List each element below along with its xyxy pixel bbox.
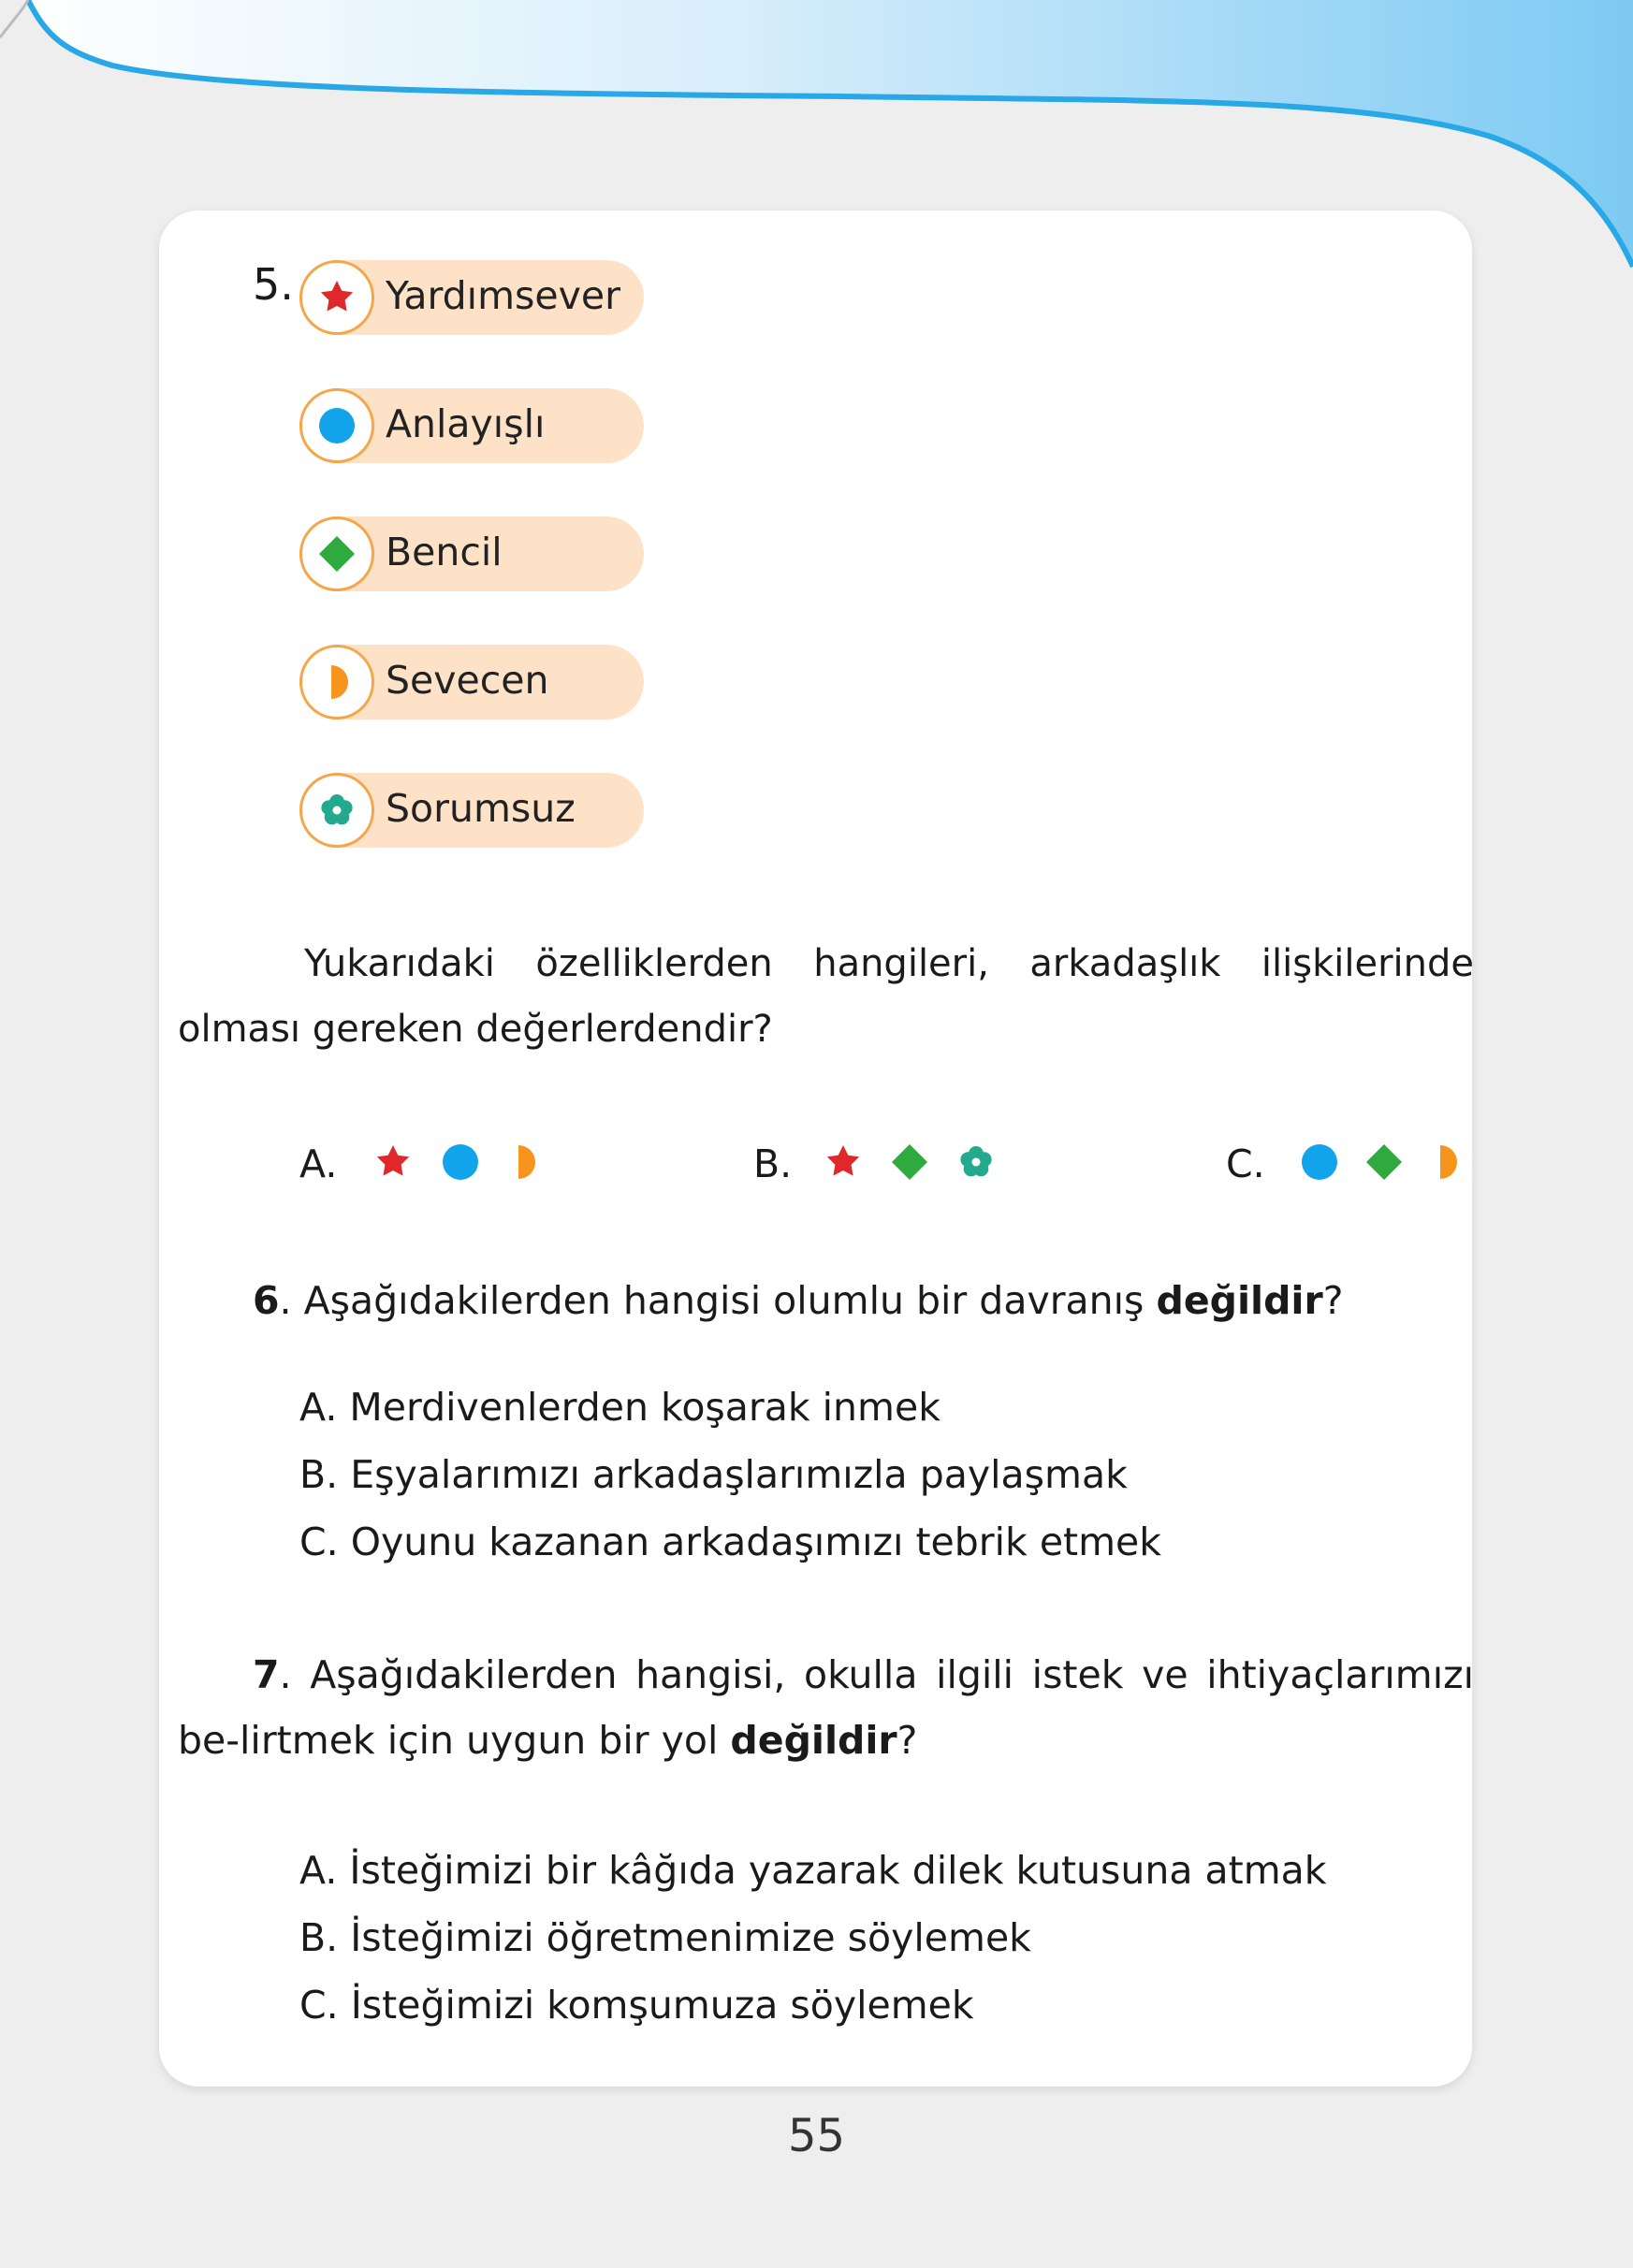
star-icon (824, 1143, 862, 1181)
trait-icon-ring (299, 388, 374, 463)
q6-option-a[interactable] (299, 1385, 940, 1430)
flower-icon (318, 792, 356, 829)
circle-icon (318, 407, 356, 444)
half-circle-icon (1427, 1143, 1465, 1181)
option-letter: A. (299, 1385, 338, 1430)
question-5-text (178, 931, 1474, 1062)
trait-pill-5 (299, 773, 644, 848)
trait-label: Bencil (386, 530, 503, 574)
trait-pill-2 (299, 388, 644, 463)
question-7-number: 7 (253, 1652, 280, 1697)
q6-option-c[interactable] (299, 1519, 1161, 1564)
trait-label: Sevecen (386, 658, 549, 703)
q7-option-c[interactable] (299, 1983, 974, 2028)
flower-icon (957, 1143, 995, 1181)
option-text: Eşyalarımızı arkadaşlarımızla paylaşmak (350, 1452, 1128, 1497)
question-6-number: 6 (253, 1278, 280, 1323)
option-letter: B. (299, 1915, 339, 1960)
option-text: İsteğimizi komşumuza söylemek (350, 1983, 974, 2028)
diamond-icon (891, 1143, 928, 1181)
trait-icon-ring (299, 260, 374, 335)
diamond-icon (318, 535, 356, 573)
option-letter: B. (753, 1141, 793, 1186)
star-icon (318, 279, 356, 316)
option-letter: B. (299, 1452, 339, 1497)
question-7-stem: Aşağıdakilerden hangisi, okulla ilgili istek ve ihtiyaçlarımızı be-lirtmek için uygun bir yol (178, 1652, 1474, 1763)
half-circle-icon (318, 663, 356, 701)
question-6-emphasis: değildir (1156, 1278, 1323, 1323)
trait-icon-ring (299, 645, 374, 720)
option-text: İsteğimizi bir kâğıda yazarak dilek kutusuna atmak (349, 1848, 1327, 1893)
q7-option-b[interactable] (299, 1915, 1031, 1960)
option-letter: A. (299, 1848, 338, 1893)
option-letter: A. (299, 1141, 338, 1186)
trait-pill-4 (299, 645, 644, 720)
question-number-dot: . (279, 1652, 292, 1697)
page-number: 55 (787, 2110, 846, 2162)
circle-icon (1301, 1143, 1338, 1181)
option-text: Oyunu kazanan arkadaşımızı tebrik etmek (350, 1519, 1162, 1564)
trait-icon-ring (299, 773, 374, 848)
option-letter: C. (299, 1519, 339, 1564)
diamond-icon (1365, 1143, 1403, 1181)
trait-label: Sorumsuz (386, 786, 576, 831)
option-letter: C. (1226, 1141, 1265, 1186)
trait-icon-ring (299, 516, 374, 591)
q7-option-a[interactable] (299, 1848, 1327, 1893)
question-6-mark: ? (1322, 1278, 1344, 1323)
question-5-number: 5. (253, 259, 294, 310)
q6-option-b[interactable] (299, 1452, 1128, 1497)
question-7-mark: ? (897, 1718, 918, 1763)
trait-pill-1 (299, 260, 644, 335)
option-letter: C. (299, 1983, 339, 2028)
trait-pill-3 (299, 516, 644, 591)
half-circle-icon (505, 1143, 543, 1181)
question-7-text (178, 1642, 1474, 1773)
question-card (159, 211, 1472, 2086)
star-icon (374, 1143, 412, 1181)
trait-label: Anlayışlı (386, 401, 546, 446)
option-text: Merdivenlerden koşarak inmek (349, 1385, 940, 1430)
option-text: İsteğimizi öğretmenimize söylemek (350, 1915, 1031, 1960)
question-5-sentence: Yukarıdaki özelliklerden hangileri, arkadaşlık ilişkilerinde olması gereken değerlerdendir? (178, 942, 1474, 1051)
question-7-emphasis: değildir (730, 1718, 897, 1763)
trait-label: Yardımsever (386, 273, 620, 318)
question-6-text (253, 1268, 1474, 1333)
question-number-dot: . (279, 1278, 292, 1323)
question-6-stem: Aşağıdakilerden hangisi olumlu bir davranış (303, 1278, 1145, 1323)
circle-icon (442, 1143, 479, 1181)
